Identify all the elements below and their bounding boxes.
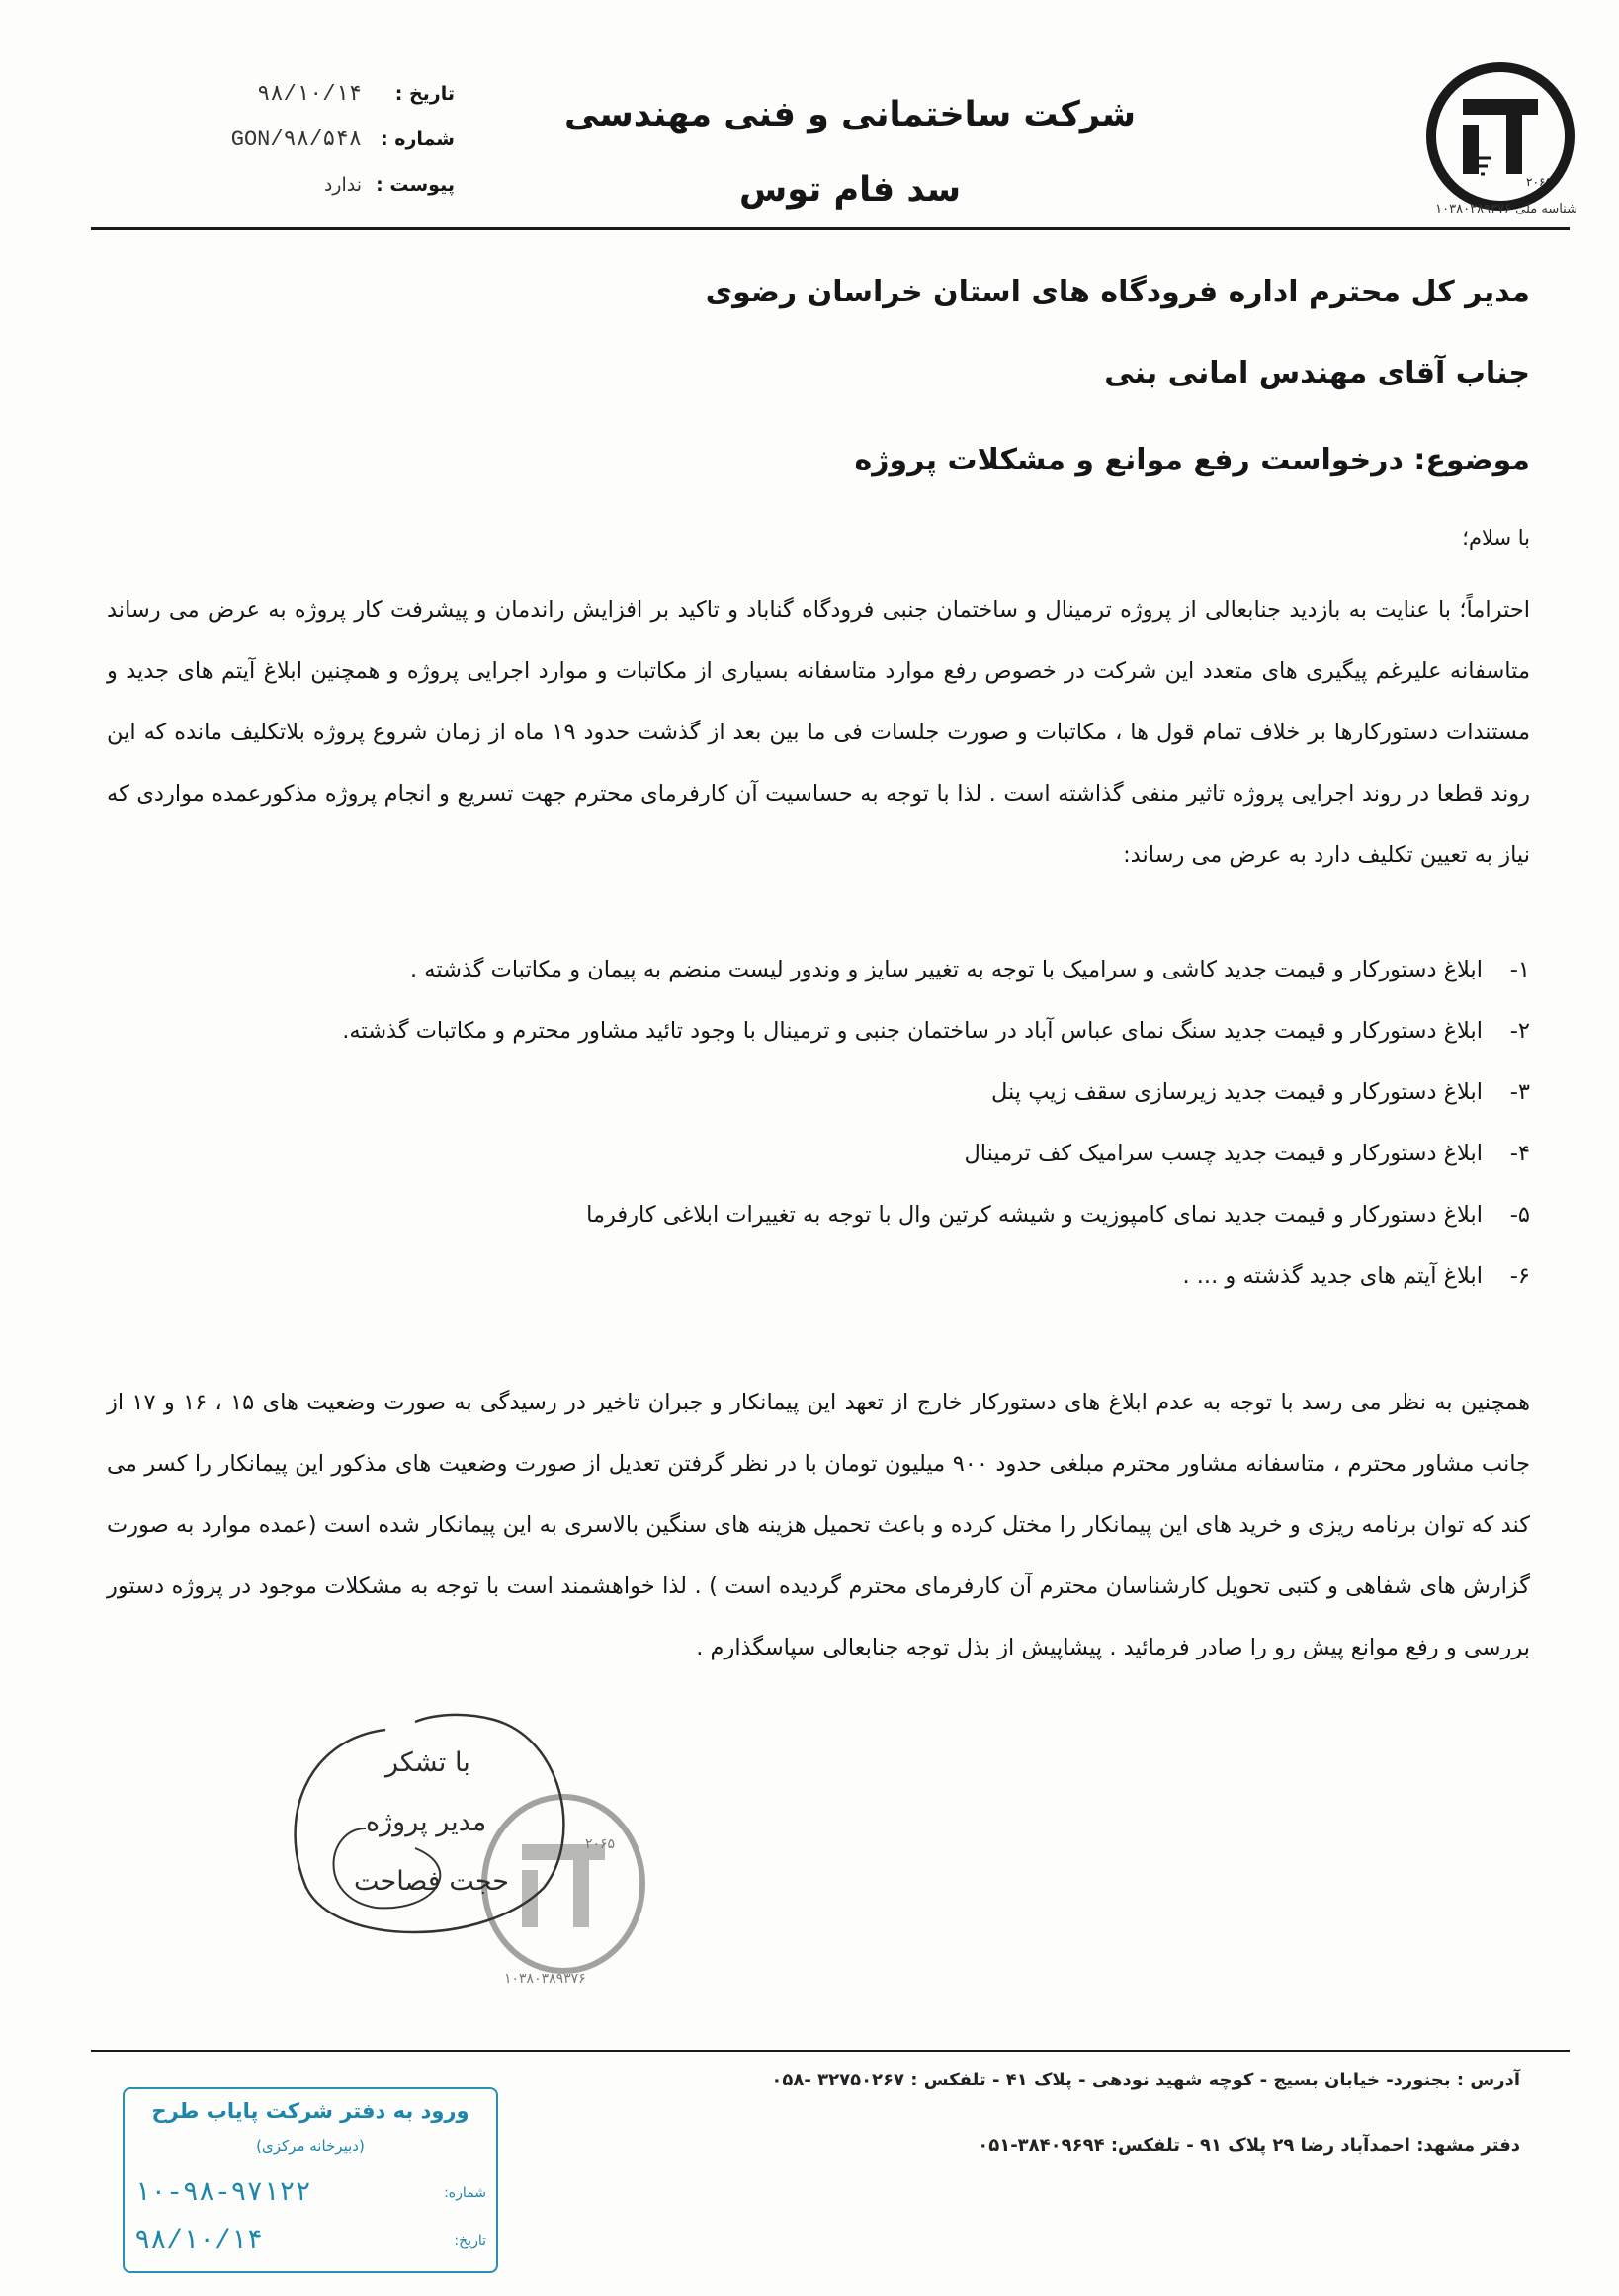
company-name-line2: سد فام توس [738, 170, 962, 210]
logo-text: ۲۰۶۵ [1526, 175, 1552, 189]
footer-divider [91, 2050, 1570, 2052]
recipient-line1: مدیر کل محترم اداره فرودگاه های استان خراسان رضوی [705, 275, 1530, 309]
footer-office: دفتر مشهد: احمدآباد رضا ۲۹ پلاک ۹۱ - تلفکس: ۳۸۴۰۹۶۹۴-۰۵۱ [978, 2135, 1520, 2156]
list-item [107, 1184, 1530, 1245]
registration-stamp [123, 2087, 498, 2273]
list-item-text: ابلاغ دستورکار و قیمت جدید چسب سرامیک کف ترمینال [964, 1141, 1483, 1166]
list-item-number: ۳- [1509, 1079, 1530, 1105]
list-item-text: ابلاغ دستورکار و قیمت جدید کاشی و سرامیک با توجه به تغییر سایز و وندور لیست منضم به پیمان و مکاتبات گذشته . [409, 957, 1483, 982]
registration-stamp-subtitle: (دبیرخانه مرکزی) [256, 2137, 365, 2155]
footer-address: آدرس : بجنورد- خیابان بسیج - کوچه شهید نودهی - پلاک ۴۱ - تلفکس : ۳۲۷۵۰۲۶۷ -۰۵۸ [771, 2070, 1520, 2090]
attachment-label: پیوست : [376, 174, 455, 196]
date-row [158, 71, 455, 117]
header-divider [91, 227, 1570, 230]
date-label: تاریخ : [394, 83, 455, 105]
list-item [107, 1000, 1530, 1062]
logo-icon [1423, 59, 1577, 213]
list-item-number: ۲- [1509, 1018, 1530, 1044]
registration-date-row [134, 2224, 486, 2256]
attachment-row [158, 162, 455, 208]
number-row [158, 117, 455, 162]
registration-stamp-title: ورود به دفتر شرکت پایاب طرح [151, 2099, 469, 2123]
list-item-text: ابلاغ دستورکار و قیمت جدید زیرسازی سقف زیپ پنل [990, 1079, 1483, 1105]
subject-line: موضوع: درخواست رفع موانع و مشکلات پروژه [854, 443, 1530, 477]
company-name [554, 77, 1147, 227]
list-item [107, 1062, 1530, 1123]
recipient-line2: جناب آقای مهندس امانی بنی [1104, 356, 1530, 390]
document-meta [158, 71, 455, 208]
signature-line2: مدیر پروژه [366, 1807, 487, 1837]
registration-number-label: شماره: [444, 2184, 486, 2201]
number-value: GON/۹۸/۵۴۸ [230, 128, 362, 152]
list-item-text: ابلاغ دستورکار و قیمت جدید نمای کامپوزیت و شیشه کرتین وال با توجه به تغییرات ابلاغی کارفرما [586, 1202, 1483, 1228]
stamp-code: ۲۰۶۵ [585, 1836, 616, 1852]
date-value: ۹۸/۱۰/۱۴ [257, 82, 362, 107]
list-item [107, 1245, 1530, 1307]
body-paragraph-2: همچنین به نظر می رسد با توجه به عدم ابلاغ های دستورکار خارج از تعهد این پیمانکار و جبران تاخیر در رسیدگی به صورت وضعیت های ۱۵ ، ۱۶ و ۱۷ از جانب مشاور محترم ، متاسفانه مشاور محترم مبلغی حدود ۹۰۰ میلیون تومان با در نظر گرفتن تعدیل از صورت وضعیت های مذکور این پیمانکار را کسر می کند که توان برنامه ریزی و خرید های این پیمانکار را مختل کرده و باعث تحمیل هزینه های سنگین بالاسری به این پیمانکار شده است (عمده موارد به صورت گزارش های شفاهی و کتبی تحویل کارشناسان محترم آن کارفرمای محترم گردیده است ) . لذا خواهشمند است با توجه به مشکلات موجود در پروژه دستور بررسی و رفع موانع پیش رو را صادر فرمائید . پیشاپیش از بذل توجه جنابعالی سپاسگذارم . [107, 1390, 1530, 1660]
body-paragraph-1: احتراماً؛ با عنایت به بازدید جنابعالی از پروژه ترمینال و ساختمان جنبی فرودگاه گناباد و تاکید بر افزایش راندمان و پیشرفت کار پروژه به عرض می رساند متاسفانه علیرغم پیگیری های متعدد این شرکت در خصوص رفع موارد متاسفانه بسیاری از مکاتبات و موارد اجرایی پروژه و همچنین ابلاغ آیتم های جدید و مستندات دستورکارها بر خلاف تمام قول ها ، مکاتبات و صورت جلسات فی ما بین بعد از گذشت حدود ۱۹ ماه از زمان شروع پروژه بلاتکلیف مانده که این روند قطعا در روند اجرایی پروژه تاثیر منفی گذاشته است . لذا با توجه به حساسیت آن کارفرمای محترم جهت تسریع و انجام پروژه مذکورعمده مواردی که نیاز به تعیین تکلیف دارد به عرض می رساند: [107, 597, 1530, 868]
registration-number-value: ۱۰-۹۸-۹۷۱۲۲ [134, 2179, 311, 2209]
list-item [107, 1123, 1530, 1184]
list-item-number: ۶- [1509, 1263, 1530, 1289]
attachment-value: ندارد [323, 174, 362, 196]
request-list [107, 939, 1530, 1307]
registration-number-row [134, 2176, 486, 2209]
number-label: شماره : [381, 128, 455, 150]
list-item-number: ۱- [1509, 957, 1530, 982]
list-item-number: ۵- [1509, 1202, 1530, 1228]
signature [267, 1700, 583, 1957]
stamp-number: ۱۰۳۸۰۳۸۹۳۷۶ [504, 1971, 586, 1987]
signature-line3: حجت فصاحت [354, 1866, 509, 1897]
company-logo [1423, 59, 1577, 213]
signature-line1: با تشکر [385, 1747, 470, 1778]
registration-date-value: ۹۸/۱۰/۱۴ [134, 2227, 263, 2256]
list-item-text: ابلاغ دستورکار و قیمت جدید سنگ نمای عباس آباد در ساختمان جنبی و ترمینال با وجود تائید مشاور محترم و مکاتبات گذشته. [342, 1018, 1483, 1044]
list-item [107, 939, 1530, 1000]
list-item-number: ۴- [1509, 1141, 1530, 1166]
greeting: با سلام؛ [1462, 526, 1530, 550]
company-name-line1: شرکت ساختمانی و فنی مهندسی [563, 95, 1137, 134]
list-item-text: ابلاغ آیتم های جدید گذشته و ... . [1182, 1263, 1483, 1289]
registration-number: شناسه ملی ۱۰۳۸۰۳۸۹۳۷۶ [1435, 202, 1577, 216]
registration-date-label: تاریخ: [454, 2232, 486, 2249]
